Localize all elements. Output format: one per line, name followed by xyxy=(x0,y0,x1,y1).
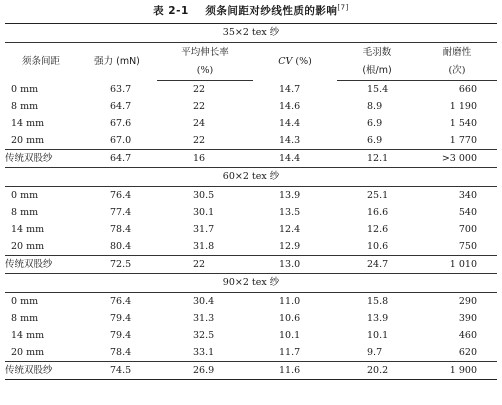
cv-cell: 11.6 xyxy=(253,362,337,380)
hairiness-cell: 24.7 xyxy=(337,256,417,274)
spacing-cell: 0 mm xyxy=(11,190,39,201)
strength-cell: 76.4 xyxy=(110,190,132,201)
cv-cell: 13.5 xyxy=(279,207,301,218)
elongation-cell: 31.3 xyxy=(193,313,215,324)
header-spacing: 须条间距 xyxy=(21,56,60,68)
cv-cell: 11.0 xyxy=(279,296,301,307)
cv-cell: 14.4 xyxy=(279,118,301,129)
elongation-cell: 30.5 xyxy=(193,190,215,201)
elongation-cell: 22 xyxy=(157,256,253,274)
spacing-cell: 14 mm xyxy=(11,330,45,341)
hairiness-cell: 6.9 xyxy=(337,132,417,150)
abrasion-cell: 660 xyxy=(458,84,477,95)
column-header-row xyxy=(5,43,497,63)
header-abrasion: 耐磨性 xyxy=(442,47,472,58)
elongation-cell: 16 xyxy=(157,150,253,168)
elongation-cell: 22 xyxy=(193,101,206,112)
table-row xyxy=(5,238,497,256)
table-body xyxy=(5,24,497,380)
strength-cell: 63.7 xyxy=(110,83,132,95)
header-cv xyxy=(253,43,337,81)
elongation-cell: 31.7 xyxy=(193,224,215,235)
strength-cell: 64.7 xyxy=(110,101,132,112)
spacing-cell: 8 mm xyxy=(11,101,39,112)
abrasion-cell: >3 000 xyxy=(417,150,497,168)
abrasion-cell: 1 900 xyxy=(417,362,497,380)
hairiness-cell: 8.9 xyxy=(367,101,383,112)
cv-cell: 14.3 xyxy=(253,132,337,150)
abrasion-cell: 390 xyxy=(458,313,477,324)
header-cv-unit: (%) xyxy=(295,56,312,68)
table-row xyxy=(5,204,497,221)
strength-cell: 72.5 xyxy=(77,256,157,274)
spacing-cell: 传统双股纱 xyxy=(5,362,77,380)
spacing-cell: 20 mm xyxy=(5,344,77,362)
hairiness-cell: 13.9 xyxy=(367,313,389,324)
header-elongation: 平均伸长率 xyxy=(181,47,229,58)
table-row xyxy=(5,221,497,238)
hairiness-cell: 12.6 xyxy=(367,224,389,235)
cv-cell: 12.4 xyxy=(279,224,301,235)
header-strength-label: 强力 (mN) xyxy=(94,56,140,68)
abrasion-cell: 620 xyxy=(417,344,497,362)
spacing-cell: 8 mm xyxy=(11,207,39,218)
abrasion-cell: 540 xyxy=(458,207,477,218)
abrasion-cell: 1 770 xyxy=(417,132,497,150)
cv-cell: 14.4 xyxy=(253,150,337,168)
table-caption xyxy=(0,3,502,18)
hairiness-cell: 10.6 xyxy=(337,238,417,256)
reference-mark: [7] xyxy=(337,3,349,12)
elongation-cell: 26.9 xyxy=(157,362,253,380)
spacing-cell: 0 mm xyxy=(11,83,39,95)
cv-cell: 13.9 xyxy=(279,190,301,201)
group-title: 90×2 tex 纱 xyxy=(5,274,497,293)
abrasion-cell: 750 xyxy=(417,238,497,256)
strength-cell: 67.6 xyxy=(110,118,132,129)
table-row xyxy=(5,132,497,150)
group-header-row xyxy=(5,274,497,293)
strength-cell: 80.4 xyxy=(77,238,157,256)
elongation-cell: 22 xyxy=(193,84,206,95)
spacing-cell: 传统双股纱 xyxy=(5,256,77,274)
elongation-cell: 30.4 xyxy=(193,296,215,307)
table-row xyxy=(5,98,497,115)
hairiness-cell: 15.8 xyxy=(367,296,389,307)
table-row xyxy=(5,187,497,205)
table-row xyxy=(5,115,497,132)
strength-cell: 67.0 xyxy=(77,132,157,150)
table-number: 表 2-1 xyxy=(153,5,189,17)
strength-cell: 79.4 xyxy=(110,313,132,324)
hairiness-cell: 25.1 xyxy=(367,190,389,201)
cv-cell: 12.9 xyxy=(253,238,337,256)
hairiness-cell: 20.2 xyxy=(337,362,417,380)
table-row xyxy=(5,81,497,99)
cv-cell: 10.1 xyxy=(279,330,301,341)
strength-cell: 77.4 xyxy=(110,207,132,218)
group-header-row xyxy=(5,24,497,43)
spacing-cell: 20 mm xyxy=(5,238,77,256)
elongation-cell: 24 xyxy=(193,118,206,129)
elongation-cell: 22 xyxy=(157,132,253,150)
strength-cell: 78.4 xyxy=(77,344,157,362)
yarn-properties-table xyxy=(5,23,497,380)
abrasion-cell: 700 xyxy=(458,224,477,235)
traditional-yarn-row xyxy=(5,256,497,274)
abrasion-cell: 1 540 xyxy=(449,118,477,129)
spacing-cell: 传统双股纱 xyxy=(5,150,77,168)
strength-cell: 74.5 xyxy=(77,362,157,380)
table-row xyxy=(5,310,497,327)
header-abrasion-unit: (次) xyxy=(417,62,497,81)
elongation-cell: 30.1 xyxy=(193,207,215,218)
table-row xyxy=(5,293,497,311)
spacing-cell: 20 mm xyxy=(5,132,77,150)
hairiness-cell: 15.4 xyxy=(367,84,389,95)
abrasion-cell: 460 xyxy=(458,330,477,341)
hairiness-cell: 10.1 xyxy=(367,330,389,341)
cv-cell: 14.7 xyxy=(279,83,301,95)
hairiness-cell: 6.9 xyxy=(367,118,383,129)
strength-cell: 78.4 xyxy=(110,224,132,235)
cv-cell: 10.6 xyxy=(279,313,301,324)
header-hairiness: 毛羽数 xyxy=(362,47,392,58)
spacing-cell: 14 mm xyxy=(11,224,45,235)
table-title: 须条间距对纱线性质的影响 xyxy=(205,5,338,17)
group-title: 35×2 tex 纱 xyxy=(5,24,497,43)
elongation-cell: 33.1 xyxy=(157,344,253,362)
header-strength xyxy=(77,43,157,81)
header-elongation-unit: (%) xyxy=(157,62,253,81)
group-header-row xyxy=(5,168,497,187)
strength-cell: 76.4 xyxy=(110,296,132,307)
header-hairiness-unit: (根/m) xyxy=(337,62,417,81)
elongation-cell: 31.8 xyxy=(157,238,253,256)
cv-cell: 13.0 xyxy=(253,256,337,274)
traditional-yarn-row xyxy=(5,150,497,168)
elongation-cell: 32.5 xyxy=(193,330,215,341)
abrasion-cell: 290 xyxy=(458,296,477,307)
hairiness-cell: 12.1 xyxy=(337,150,417,168)
group-title: 60×2 tex 纱 xyxy=(5,168,497,187)
table-row xyxy=(5,344,497,362)
strength-cell: 64.7 xyxy=(77,150,157,168)
spacing-cell: 14 mm xyxy=(11,118,45,129)
hairiness-cell: 16.6 xyxy=(367,207,389,218)
cv-cell: 14.6 xyxy=(279,101,301,112)
abrasion-cell: 1 010 xyxy=(417,256,497,274)
header-cv-label: CV xyxy=(278,56,293,68)
strength-cell: 79.4 xyxy=(110,330,132,341)
hairiness-cell: 9.7 xyxy=(337,344,417,362)
cv-cell: 11.7 xyxy=(253,344,337,362)
table-row xyxy=(5,327,497,344)
traditional-yarn-row xyxy=(5,362,497,380)
abrasion-cell: 1 190 xyxy=(449,101,477,112)
spacing-cell: 8 mm xyxy=(11,313,39,324)
abrasion-cell: 340 xyxy=(458,190,477,201)
spacing-cell: 0 mm xyxy=(11,296,39,307)
